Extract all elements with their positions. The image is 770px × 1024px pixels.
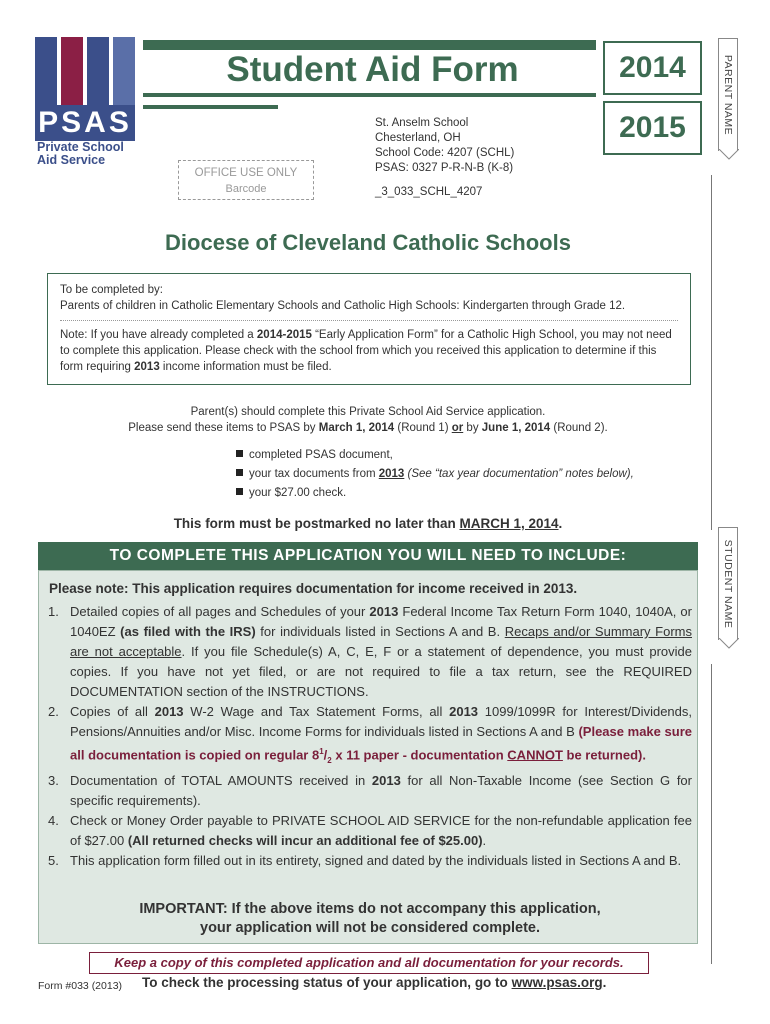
bullet-icon: [236, 488, 243, 495]
list-item: 5. This application form filled out in its entirety, signed and dated by the individuals listed in Sections A and B.: [48, 852, 682, 868]
tab-arrow: [719, 149, 739, 161]
tab-arrow: [719, 638, 739, 650]
notice-note: Note: If you have already completed a 2014-2015 “Early Application Form” for a Catholic High School, you may not need to complete this application. Please check with the school from which you received this application to determine if this form requiring 2013 income information must be filed.: [60, 329, 672, 373]
school-info: St. Anselm School Chesterland, OH School Code: 4207 (SCHL) PSAS: 0327 P-R-N-B (K-8): [375, 117, 515, 174]
notice-box: To be completed by: Parents of children in Catholic Elementary Schools and Catholic High Schools: Kindergarten through Grade 12. Note: If you have already completed a 2014-2015 “Early Application Form” for a Catholic High School, you may not need to complete this application. Please check with the school from which you received this application to determine if this form requiring 2013 income information must be filed.: [47, 273, 691, 385]
year-box-2015: 2015: [603, 101, 702, 155]
please-note: Please note: This application requires documentation for income received in 2013.: [49, 581, 578, 596]
list-item: your tax documents from 2013 (See “tax year documentation” notes below),: [236, 465, 634, 484]
psas-website-link[interactable]: www.psas.org: [511, 975, 603, 990]
instructions-line: Parent(s) should complete this Private School Aid Service application.: [190, 406, 546, 418]
logo-bar: [113, 37, 135, 105]
year-box-2014: 2014: [603, 41, 702, 95]
header-rule: [143, 93, 596, 97]
logo-bar: [87, 37, 109, 105]
list-item: 4. Check or Money Order payable to PRIVATE SCHOOL AID SERVICE for the non-refundable application fee of $27.00 (All returned checks will incur an additional fee of $25.00).: [48, 812, 692, 848]
side-rule: [711, 664, 712, 964]
bullet-icon: [236, 469, 243, 476]
keep-copy-notice: Keep a copy of this completed application and all documentation for your records.: [89, 952, 649, 974]
side-rule: [711, 175, 712, 530]
form-code: _3_033_SCHL_4207: [375, 186, 483, 198]
student-name-tab: STUDENT NAME: [718, 527, 738, 640]
logo-bar: [61, 37, 83, 105]
parent-name-tab: PARENT NAME: [718, 38, 738, 151]
instructions-deadline: Please send these items to PSAS by March 1, 2014 (Round 1) or by June 1, 2014 (Round 2).: [128, 422, 608, 434]
include-header: TO COMPLETE THIS APPLICATION YOU WILL NEED TO INCLUDE:: [38, 542, 698, 570]
list-item: 1. Detailed copies of all pages and Schedules of your 2013 Federal Income Tax Return Form 1040, 1040A, or 1040EZ (as filed with the IRS) for individuals listed in Sections A and B. Recaps and/or Summary Forms are not acceptable. If you file Schedule(s) A, C, E, F or a statement of dependence, you must provide copies. If you have not yet filed, or are not required to file a tax return, see the REQUIRED DOCUMENTATION section of the INSTRUCTIONS.: [48, 604, 692, 699]
requirements-list: [48, 602, 692, 871]
postmark-deadline: This form must be postmarked no later than MARCH 1, 2014.: [173, 516, 563, 531]
header-rule: [143, 105, 278, 109]
list-item: your $27.00 check.: [236, 484, 634, 503]
processing-status: To check the processing status of your application, go to www.psas.org.: [142, 975, 607, 990]
list-item: 3. Documentation of TOTAL AMOUNTS received in 2013 for all Non-Taxable Income (see Section G for specific requirements).: [48, 772, 692, 808]
list-item: completed PSAS document,: [236, 446, 634, 465]
divider: [60, 320, 678, 321]
diocese-heading: Diocese of Cleveland Catholic Schools: [165, 230, 571, 255]
form-number: Form #033 (2013): [38, 980, 123, 992]
psas-logo: [35, 37, 135, 167]
header-rule: [143, 40, 596, 50]
logo-bar: [35, 37, 57, 105]
logo-wordmark: PSAS: [35, 105, 135, 141]
list-item: 2. Copies of all 2013 W-2 Wage and Tax Statement Forms, all 2013 1099/1099R for Interest/Dividends, Pensions/Annuities and/or Misc. Income Forms for individuals listed in Sections A and B (Please make sure all documentation is copied on regular $8^1/_2$ x 11 paper - documentation CANNOT be returned).: [48, 704, 692, 765]
page-title: Student Aid Form: [226, 50, 519, 89]
important-note: IMPORTANT: If the above items do not accompany this application, your application will not be considered complete.: [139, 901, 601, 936]
office-use-box: OFFICE USE ONLY Barcode: [178, 160, 314, 200]
items-list: [236, 446, 634, 503]
logo-subtitle: Private School Aid Service: [37, 140, 124, 167]
bullet-icon: [236, 450, 243, 457]
